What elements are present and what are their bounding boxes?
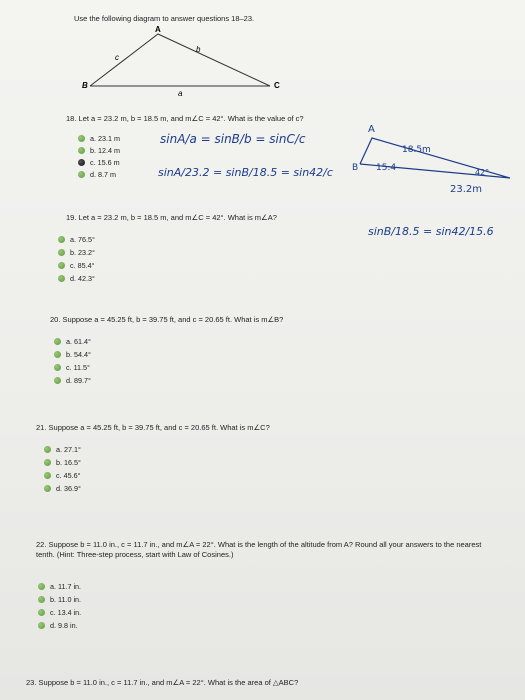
radio-icon[interactable] — [38, 596, 45, 603]
radio-icon[interactable] — [78, 171, 85, 178]
radio-selected-icon[interactable] — [78, 159, 85, 166]
radio-icon[interactable] — [38, 622, 45, 629]
question-19 — [66, 213, 486, 223]
handwritten-law-of-sines: sinA/a = sinB/b = sinC/c — [160, 132, 306, 146]
option-c[interactable]: c. 45.6° — [44, 471, 81, 480]
sketch-vertex-a: A — [368, 124, 375, 135]
radio-icon[interactable] — [58, 249, 65, 256]
handwritten-q19-work: sinB/18.5 = sin42/15.6 — [368, 225, 494, 238]
option-b[interactable]: b. 11.0 in. — [38, 595, 81, 604]
handwritten-substitution: sinA/23.2 = sinB/18.5 = sin42/c — [158, 166, 333, 179]
question-23 — [26, 678, 506, 688]
vertex-b-label: B — [82, 81, 88, 90]
question-22 — [36, 540, 496, 560]
radio-icon[interactable] — [58, 236, 65, 243]
q20-options — [54, 337, 91, 385]
radio-icon[interactable] — [54, 364, 61, 371]
vertex-c-label: C — [274, 81, 280, 90]
question-number: 19. — [66, 213, 77, 222]
question-text: Suppose a = 45.25 ft, b = 39.75 ft, and c = 20.65 ft. What is m∠B? — [62, 315, 284, 324]
option-c[interactable]: c. 85.4° — [58, 261, 95, 270]
sketch-side-b: 18.5m — [402, 145, 431, 155]
option-a[interactable]: a. 11.7 in. — [38, 582, 81, 591]
question-number: 23. — [26, 678, 37, 687]
radio-icon[interactable] — [44, 446, 51, 453]
sketch-side-c: 15.4 — [376, 163, 397, 173]
radio-icon[interactable] — [38, 609, 45, 616]
sketch-vertex-b: B — [352, 163, 359, 173]
radio-icon[interactable] — [44, 472, 51, 479]
option-b[interactable]: b. 16.5° — [44, 458, 81, 467]
question-text: Let a = 23.2 m, b = 18.5 m, and m∠C = 42°. What is m∠A? — [78, 213, 277, 222]
option-c[interactable]: c. 15.6 m — [78, 158, 120, 167]
radio-icon[interactable] — [44, 485, 51, 492]
sketch-side-a: 23.2m — [450, 184, 483, 195]
option-a[interactable]: a. 27.1° — [44, 445, 81, 454]
question-number: 21. — [36, 423, 47, 432]
radio-icon[interactable] — [54, 351, 61, 358]
side-c-label: c — [115, 53, 119, 62]
option-b[interactable]: b. 23.2° — [58, 248, 95, 257]
triangle-diagram — [60, 22, 300, 97]
question-number: 22. — [36, 540, 47, 549]
radio-icon[interactable] — [58, 262, 65, 269]
q19-options — [58, 235, 95, 283]
q21-options — [44, 445, 81, 493]
q18-options — [78, 134, 120, 179]
option-d[interactable]: d. 9.8 in. — [38, 621, 81, 630]
radio-icon[interactable] — [78, 147, 85, 154]
handwritten-triangle-sketch — [330, 120, 520, 195]
option-c[interactable]: c. 13.4 in. — [38, 608, 81, 617]
question-number: 18. — [66, 114, 77, 123]
question-21 — [36, 423, 486, 433]
option-a[interactable]: a. 23.1 m — [78, 134, 120, 143]
option-c[interactable]: c. 11.5° — [54, 363, 91, 372]
option-a[interactable]: a. 76.5° — [58, 235, 95, 244]
radio-icon[interactable] — [58, 275, 65, 282]
radio-icon[interactable] — [38, 583, 45, 590]
radio-icon[interactable] — [54, 338, 61, 345]
question-text: Suppose a = 45.25 ft, b = 39.75 ft, and c = 20.65 ft. What is m∠C? — [48, 423, 270, 432]
radio-icon[interactable] — [78, 135, 85, 142]
question-number: 20. — [50, 315, 61, 324]
instructions: Use the following diagram to answer questions 18–23. — [74, 14, 255, 23]
radio-icon[interactable] — [54, 377, 61, 384]
option-d[interactable]: d. 36.9° — [44, 484, 81, 493]
option-d[interactable]: d. 89.7° — [54, 376, 91, 385]
option-b[interactable]: b. 54.4° — [54, 350, 91, 359]
option-d[interactable]: d. 8.7 m — [78, 170, 120, 179]
option-d[interactable]: d. 42.3° — [58, 274, 95, 283]
q22-options — [38, 582, 81, 630]
question-text: Suppose b = 11.0 in., c = 11.7 in., and m∠A = 22°. What is the length of the altitude from A? Round all your answers to the nearest tenth. (Hint: Three-step process, start with Law of Cosines.) — [36, 540, 482, 559]
question-text: Suppose b = 11.0 in., c = 11.7 in., and m∠A = 22°. What is the area of △ABC? — [38, 678, 299, 687]
question-text: Let a = 23.2 m, b = 18.5 m, and m∠C = 42°. What is the value of c? — [78, 114, 304, 123]
side-b-label: b — [196, 45, 201, 54]
option-a[interactable]: a. 61.4° — [54, 337, 91, 346]
side-a-label: a — [178, 89, 183, 97]
option-b[interactable]: b. 12.4 m — [78, 146, 120, 155]
vertex-a-label: A — [155, 25, 161, 34]
question-20 — [50, 315, 490, 325]
sketch-angle: 42° — [475, 168, 490, 177]
radio-icon[interactable] — [44, 459, 51, 466]
